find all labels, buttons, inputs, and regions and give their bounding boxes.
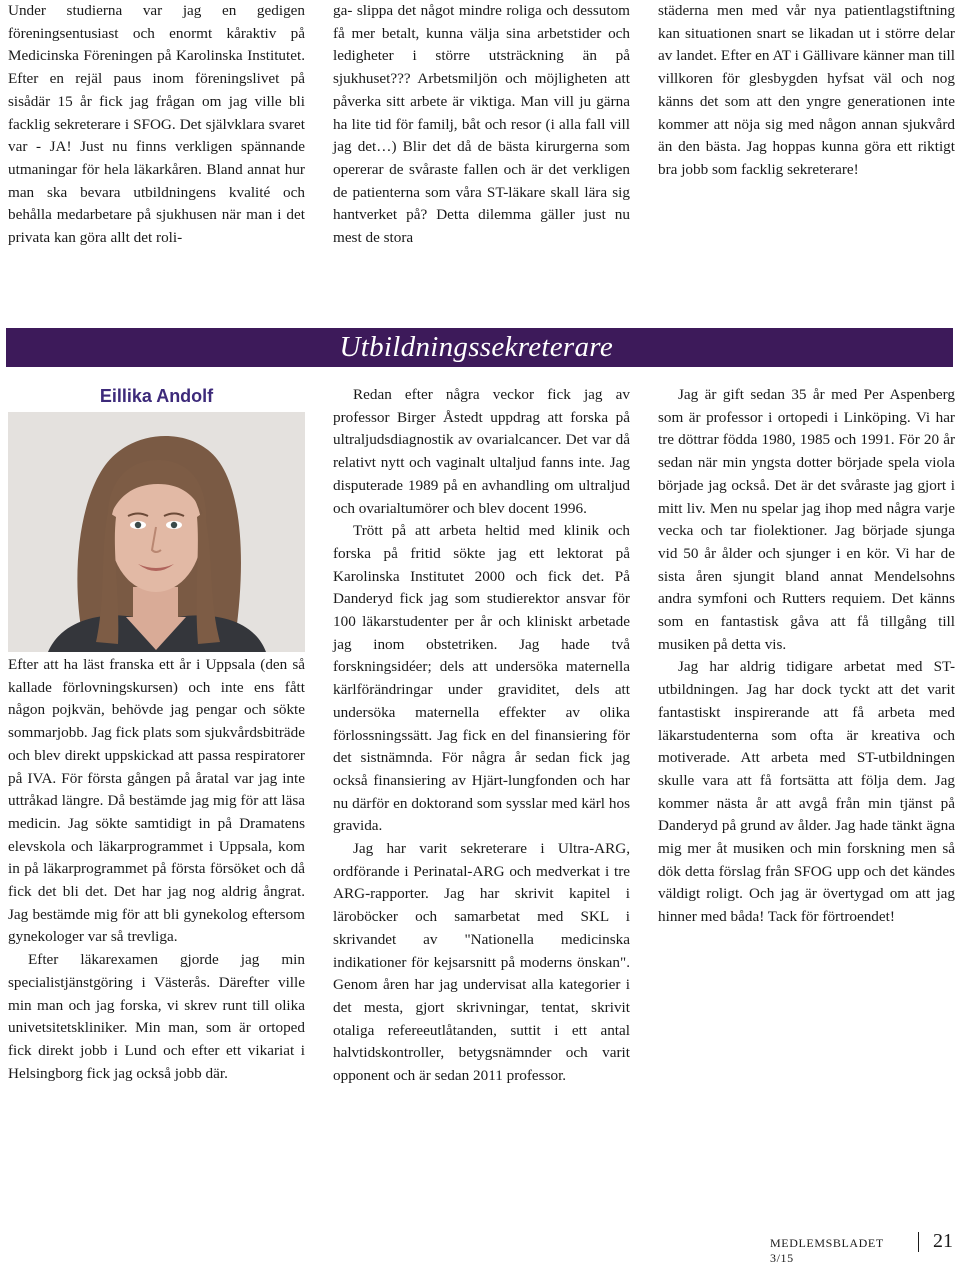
page-footer [770,1230,955,1265]
top-column-1 [8,0,305,250]
publication-name: MEDLEMSBLADET 3/15 [770,1236,884,1265]
section-banner [6,328,953,367]
paragraph: Trött på att arbeta heltid med klinik och forska på fritid sökte jag ett lektorat på Karolinska Institutet 2000 och fick det. På Danderyd fick jag som studierektor ansvar för 100 läkarstudenter per år och kliniskt arbetade jag inom obstetriken. Jag hade två forskningsidéer; dels att undersöka maternella kärlförändringar under graviditet, dels att undersöka maternella effekter av olika förlossningssätt. Jag fick en del finansiering för det sistnämnda. För några år sedan fick jag också finansiering av Hjärt-lungfonden och har nu därför en doktorand som sysslar med kärl hos gravida. [333,522,630,835]
footer-divider [918,1232,919,1252]
author-name: Eillika Andolf [99,386,214,406]
author-portrait [8,412,305,652]
paragraph: Under studierna var jag en gedigen föreningsentusiast och enormt kåraktiv på Medicinska Föreningen på Karolinska Institutet. Efter en rejäl paus inom föreningslivet på sisådär 15 år fick jag frågan om jag ville bli facklig sekreterare i SFOG. Det självklara svaret var - JA! Just nu finns verkligen spännande utmaningar för hela läkarkåren. Bland annat hur man ska bevara utbildningens kvalité och behålla medarbetare på sjukhusen när man i det privata kan göra allt det roli- [8,2,305,247]
bottom-column-2 [333,384,630,1088]
section-title: Utbildningssekreterare [339,331,613,363]
page-number: 21 [933,1230,953,1252]
paragraph: Efter att ha läst franska ett år i Uppsala (den så kallade förlovningskursen) och inte ens fått någon pojkvän, behövde jag pengar och sökte sommarjobb. Jag fick plats som sjukvårdsbiträde och blev direkt uppskickad att passa respiratorer på IVA. För första gången på åratal var jag inte uttråkad längre. Då bestämde jag mig för att läsa medicin. Jag sökte samtidigt in på Dramatens elevskola och läkarprogrammet i Uppsala, kom in på läkarprogrammet på första försöket och då fick det bli det. Det har jag nog aldrig ångrat. Jag bestämde mig för att bli gynekolog eftersom gynekologer var så trevliga. [8,656,305,946]
paragraph: Efter läkarexamen gjorde jag min specialistjänstgöring i Västerås. Därefter ville min man och jag forska, vi skrev runt till olika univetsitetskliniker. Min man, som är ortoped fick direkt jobb i Lund och efter ett vikariat i Helsingborg fick jag också jobb där. [8,951,305,1082]
bottom-column-3 [658,384,955,929]
paragraph: Jag har aldrig tidigare arbetat med ST-utbildningen. Jag har dock tyckt att det varit fantastiskt inspirerande att få arbeta med läkarstudenterna som ofta är kreativa och motiverade. Att arbeta med ST-utbildningen skulle vara att få fortsätta att följa dem. Jag kommer nästa år att avgå från min tjänst på Danderyd på grund av ålder. Jag hade tänkt ägna mig mer åt musiken och min forskning men så dök detta förslag från SFOG upp och det kändes väldigt roligt. Och jag är övertygad om att jag hinner med båda! Tack för förtroendet! [658,658,955,926]
paragraph: Jag är gift sedan 35 år med Per Aspenberg som är professor i ortopedi i Linköping. Vi har tre döttrar födda 1980, 1985 och 1991. För 20 år sedan när min yngsta dotter började spela viola började jag också. Det är det svåraste jag gjort i mitt liv. Men nu spelar jag ihop med några varje vecka och tar fiolektioner. Jag började sjunga vid 50 år ålder och sjunger i en kör. Vi har de sista åren sjungit bland annat Mendelsohns andra symfoni och Rutters requiem. Det känns som en fantastisk gåva att få tillgång till musiken på detta vis. [658,386,955,653]
bottom-column-1 [8,654,305,1085]
top-column-2 [333,0,630,250]
paragraph: Redan efter några veckor fick jag av professor Birger Åstedt uppdrag att forska på ultraljudsdiagnostik av ovarialcancer. Det var då relativt nytt och vaginalt ultaljud fanns inte. Jag disputerade 1989 på en avhandling om ultraljud och ovarialtumörer och blev docent 1996. [333,386,630,517]
paragraph: ga- slippa det något mindre roliga och dessutom få mer betalt, kunna välja sina arbetstider och ledigheter i större utsträckning än på sjukhuset??? Arbetsmiljön och möjligheten att påverka sitt arbete är viktiga. Man vill ju gärna ha lite tid för familj, båt och resor (i alla fall vill jag det…) Blir det då de bästa kirurgerna som opererar de svåraste fallen och är det verkligen de patienterna som våra ST-läkare skall lära sig hantverket på? Detta dilemma gäller just nu mest de stora [333,2,630,247]
top-column-3 [658,0,955,182]
paragraph: Jag har varit sekreterare i Ultra-ARG, ordförande i Perinatal-ARG och medverkat i tre ARG-rapporter. Jag har skrivit kapitel i läroböcker och samarbetat med SKL i skrivandet av "Nationella medicinska indikationer för kejsarsnitt på moderns önskan". Genom åren har jag undervisat alla kategorier i det mesta, gjort skrivningar, tentat, skrivit otaliga refereeutlåtanden, suttit i ett antal halvtidskontroller, betygsnämnder och varit opponent och är sedan 2011 professor. [333,840,630,1085]
paragraph: städerna men med vår nya patientlagstiftning kan situationen snart se likadan ut i större delar av landet. Efter en AT i Gällivare känner man till villkoren för glesbygden hyfsat väl och nog känns det som att den yngre generationen inte kommer att nöja sig med någon annan sjukvård än den bästa. Jag hoppas kunna göra ett riktigt bra jobb som facklig sekreterare! [658,2,955,178]
